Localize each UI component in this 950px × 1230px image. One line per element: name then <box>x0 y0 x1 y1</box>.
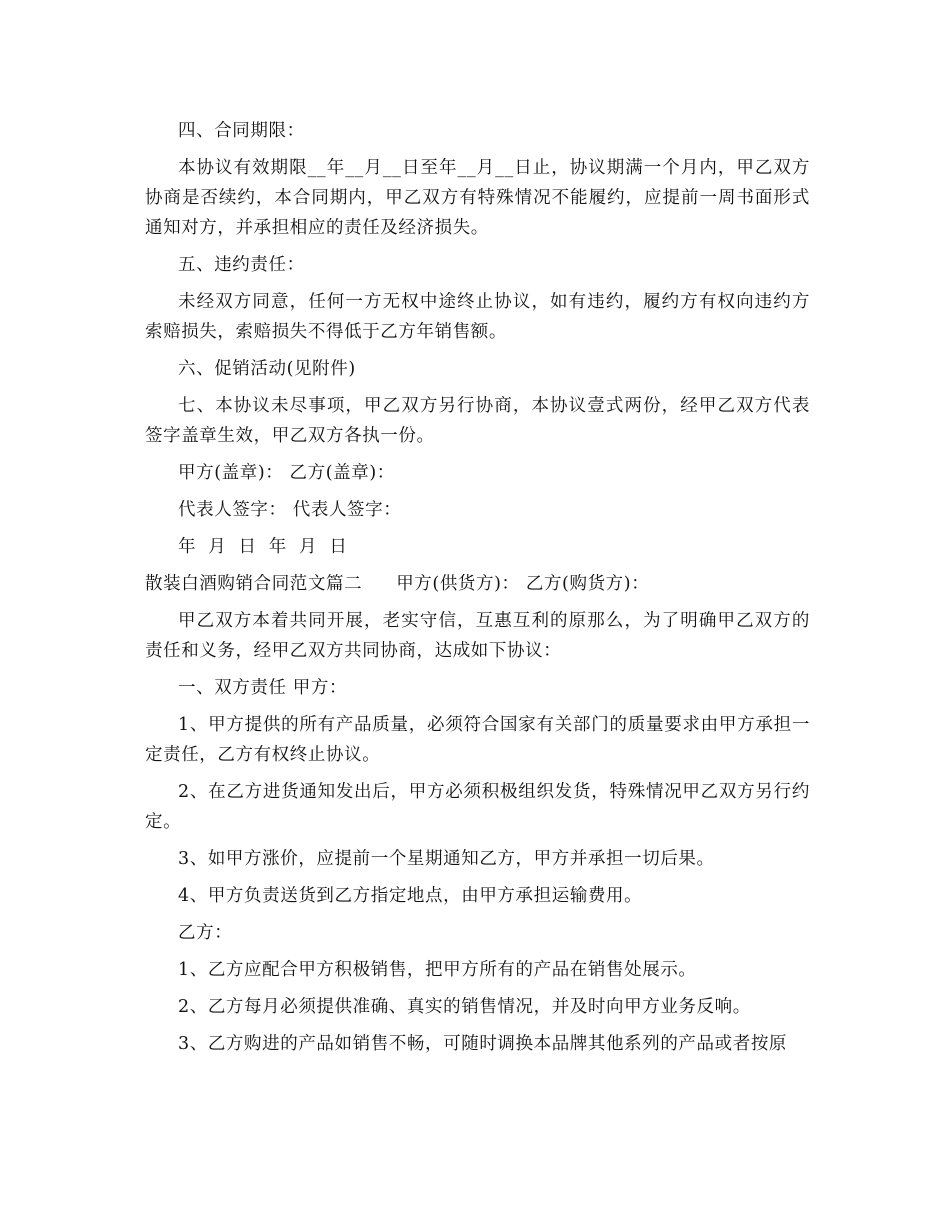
signature-date-line: 年 月 日 年 月 日 <box>178 537 348 557</box>
party-b-clause-2: 2、乙方每月必须提供准确、真实的销售情况，并及时向甲方业务反响。 <box>178 997 751 1017</box>
paragraph-term: 本协议有效期限__年__月__日至年__月__日止，协议期满一个月内，甲乙双方协商是否续约，本合同期内，甲乙双方有特殊情况不能履约，应提前一周书面形式通知对方，并承担相应的责任及经济损失。 <box>145 158 810 238</box>
party-b-clause-1: 1、乙方应配合甲方积极销售，把甲方所有的产品在销售处展示。 <box>178 960 697 980</box>
paragraph-preamble: 甲乙双方本着共同开展，老实守信，互惠互利的原那么，为了明确甲乙双方的责任和义务，经甲乙双方共同协商，达成如下协议： <box>145 611 810 661</box>
paragraph-misc: 七、本协议未尽事项，甲乙双方另行协商，本协议壹式两份，经甲乙双方代表签字盖章生效，甲乙双方各执一份。 <box>145 396 810 446</box>
party-a-clause-2: 2、在乙方进货通知发出后，甲方必须积极组织发货，特殊情况甲乙双方另行约定。 <box>145 782 810 832</box>
contract-title: 散装白酒购销合同范文篇二 <box>145 574 363 594</box>
signature-representative-line: 代表人签字： 代表人签字： <box>178 500 402 520</box>
section-heading-responsibilities: 一、双方责任 甲方： <box>178 678 348 698</box>
section-heading-promotion: 六、促销活动(见附件) <box>178 359 356 379</box>
contract-title-line <box>145 569 810 599</box>
section-heading-term: 四、合同期限： <box>178 121 305 141</box>
section-heading-breach: 五、违约责任： <box>178 255 305 275</box>
party-a-clause-1: 1、甲方提供的所有产品质量，必须符合国家有关部门的质量要求由甲方承担一定责任，乙方有权终止协议。 <box>145 715 810 765</box>
party-b-label: 乙方(购货方)： <box>525 574 650 594</box>
party-a-clause-3: 3、如甲方涨价，应提前一个星期通知乙方，甲方并承担一切后果。 <box>178 849 715 869</box>
party-b-clause-3: 3、乙方购进的产品如销售不畅，可随时调换本品牌其他系列的产品或者按原 <box>178 1034 788 1054</box>
document-body <box>145 116 810 1066</box>
party-a-clause-4: 4、甲方负责送货到乙方指定地点，由甲方承担运输费用。 <box>178 886 643 906</box>
party-a-label: 甲方(供货方)： <box>396 574 520 594</box>
party-b-heading: 乙方： <box>178 923 233 943</box>
paragraph-breach: 未经双方同意，任何一方无权中途终止协议，如有违约，履约方有权向违约方索赔损失，索赔损失不得低于乙方年销售额。 <box>145 292 810 342</box>
signature-seal-line: 甲方(盖章)： 乙方(盖章)： <box>178 463 395 483</box>
